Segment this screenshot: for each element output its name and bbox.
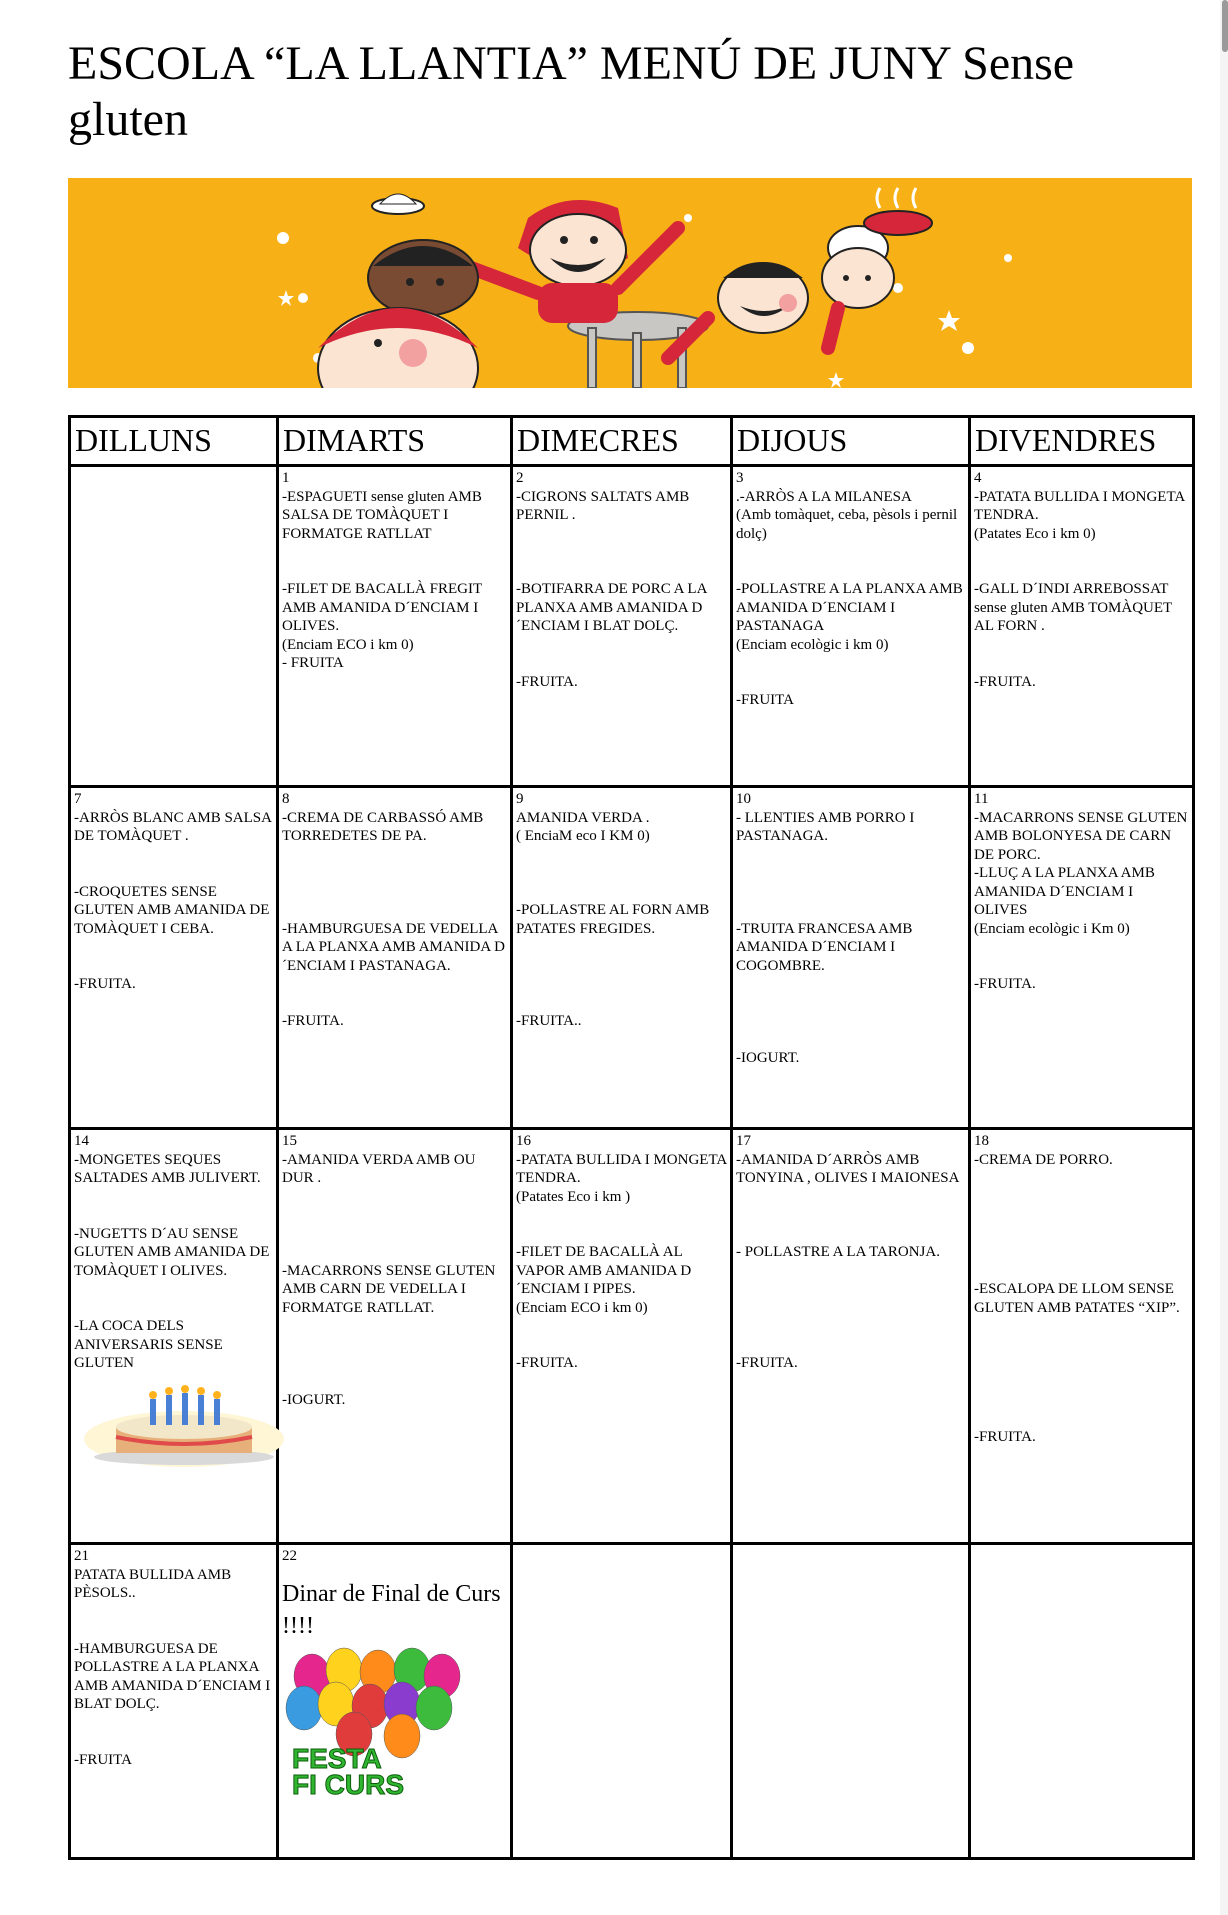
menu-dish: (Patates Eco i km 0) (974, 525, 1096, 542)
weekday-header: DIVENDRES (970, 417, 1194, 466)
line-gap (516, 864, 727, 883)
day-number: 4 (974, 470, 982, 486)
weekday-header: DIMECRES (512, 417, 732, 466)
menu-dish: -IOGURT. (736, 1050, 800, 1066)
line-gap (74, 938, 273, 957)
menu-dish: -ESPAGUETI sense gluten AMB SALSA DE TOMÀQUET I FORMATGE RATLLAT (282, 488, 482, 542)
day-number: 9 (516, 791, 524, 807)
menu-dish: -FILET DE BACALLÀ FREGIT AMB AMANIDA D´ENCIAM I OLIVES. (282, 581, 482, 634)
menu-dish: (Amb tomàquet, ceba, pèsols i pernil dolç) (736, 507, 958, 542)
line-gap (282, 901, 507, 920)
line-gap (736, 1225, 965, 1244)
day-number: 8 (282, 791, 290, 807)
menu-dish: -HAMBURGUESA DE VEDELLA A LA PLANXA AMB AMANIDA D´ENCIAM I PASTANAGA. (282, 920, 505, 974)
day-cell (732, 1544, 970, 1859)
line-gap (736, 1317, 965, 1336)
menu-dish: -POLLASTRE A LA PLANXA AMB AMANIDA D´ENCIAM I PASTANAGA (736, 581, 963, 634)
menu-dish: ( EnciaM eco I KM 0) (516, 828, 650, 844)
day-cell (278, 787, 512, 1129)
day-number: 16 (516, 1133, 531, 1149)
menu-dish: (Enciam ecològic i km 0) (736, 636, 889, 653)
line-gap (974, 1169, 1189, 1188)
line-gap (516, 1336, 727, 1355)
line-gap (736, 654, 965, 673)
menu-dish: -FRUITA (74, 1751, 132, 1768)
day-cell (70, 466, 278, 787)
line-gap (736, 1262, 965, 1281)
menu-dish: -FRUITA (736, 692, 794, 708)
line-gap (974, 562, 1189, 581)
line-gap (974, 543, 1189, 562)
line-gap (736, 1188, 965, 1207)
menu-dish: -FRUITA. (516, 1355, 578, 1371)
line-gap (516, 1317, 727, 1336)
page-title: ESCOLA “LA LLANTIA” MENÚ DE JUNY Sense gluten (68, 37, 1075, 146)
line-gap (736, 846, 965, 865)
line-gap (516, 525, 727, 544)
line-gap (974, 1262, 1189, 1281)
line-gap (74, 846, 273, 865)
day-number: 21 (74, 1548, 89, 1564)
day-cell (70, 787, 278, 1129)
day-cell (278, 1544, 512, 1859)
balloons-image (282, 1646, 507, 1802)
day-cell (278, 466, 512, 787)
menu-dish: -PATATA BULLIDA I MONGETA TENDRA. (516, 1151, 727, 1186)
day-cell (970, 1129, 1194, 1544)
menu-dish: -MACARRONS SENSE GLUTEN AMB BOLONYESA DE CARN DE PORC. (974, 809, 1188, 863)
day-cell (70, 1129, 278, 1544)
line-gap (74, 1603, 273, 1622)
menu-dish: -FRUITA.. (516, 1013, 582, 1029)
line-gap (516, 957, 727, 976)
line-gap (974, 1243, 1189, 1262)
menu-dish: -IOGURT. (282, 1392, 346, 1408)
day-number: 1 (282, 470, 290, 486)
line-gap (736, 1012, 965, 1031)
line-gap (736, 1336, 965, 1355)
line-gap (736, 673, 965, 692)
line-gap (74, 1621, 273, 1640)
line-gap (974, 1225, 1189, 1244)
scrollbar-track[interactable] (1220, 0, 1228, 1915)
line-gap (74, 864, 273, 883)
banner-illustration (68, 178, 1192, 388)
line-gap (974, 938, 1189, 957)
line-gap (516, 938, 727, 957)
line-gap (74, 1206, 273, 1225)
week-row (70, 787, 1194, 1129)
line-gap (516, 562, 727, 581)
menu-dish: -AMANIDA D´ARRÒS AMB TONYINA , OLIVES I MAIONESA (736, 1151, 960, 1186)
line-gap (974, 1206, 1189, 1225)
day-cell (970, 1544, 1194, 1859)
line-gap (282, 994, 507, 1013)
menu-dish: - LLENTIES AMB PORRO I PASTANAGA. (736, 809, 915, 844)
line-gap (516, 994, 727, 1013)
menu-dish: -FILET DE BACALLÀ AL VAPOR AMB AMANIDA D ´ENCIAM I PIPES. (516, 1244, 692, 1297)
menu-dish: (Enciam ECO i km 0) (282, 636, 414, 653)
day-cell (732, 466, 970, 787)
day-cell (512, 1544, 732, 1859)
menu-dish: (Patates Eco i km ) (516, 1188, 631, 1205)
line-gap (974, 957, 1189, 976)
line-gap (736, 1031, 965, 1050)
menu-dish: -FRUITA. (516, 673, 578, 690)
day-cell (732, 787, 970, 1129)
line-gap (974, 654, 1189, 673)
line-gap (74, 1714, 273, 1733)
line-gap (736, 1280, 965, 1299)
day-number: 11 (974, 791, 989, 807)
day-number: 14 (74, 1133, 89, 1149)
party-announcement: Dinar de Final de Curs !!!! (282, 1580, 501, 1639)
line-gap (516, 975, 727, 994)
menu-dish: -ESCALOPA DE LLOM SENSE GLUTEN AMB PATATES “XIP”. (974, 1281, 1180, 1316)
menu-dish: AMANIDA VERDA . (516, 809, 650, 826)
line-gap (74, 1280, 273, 1299)
day-number: 3 (736, 470, 744, 486)
line-gap (282, 883, 507, 902)
menu-dish: -FRUITA. (74, 976, 136, 992)
day-number: 2 (516, 470, 524, 486)
menu-dish: .-ARRÒS A LA MILANESA (736, 488, 912, 505)
line-gap (282, 1317, 507, 1336)
menu-dish: -ARRÒS BLANC AMB SALSA DE TOMÀQUET . (74, 809, 272, 844)
line-gap (974, 1188, 1189, 1207)
line-gap (282, 543, 507, 562)
menu-table (68, 415, 1195, 1860)
menu-dish: -PATATA BULLIDA I MONGETA TENDRA. (974, 488, 1185, 523)
day-cell (732, 1129, 970, 1544)
scrollbar-thumb[interactable] (1222, 0, 1228, 52)
line-gap (282, 1373, 507, 1392)
menu-dish: -TRUITA FRANCESA AMB AMANIDA D´ENCIAM I COGOMBRE. (736, 920, 913, 974)
day-number: 7 (74, 791, 82, 807)
line-gap (736, 883, 965, 902)
line-gap (736, 994, 965, 1013)
line-gap (736, 864, 965, 883)
weekday-header: DIMARTS (278, 417, 512, 466)
line-gap (974, 1410, 1189, 1429)
birthday-cake-image (74, 1379, 273, 1475)
menu-dish: -MONGETES SEQUES SALTADES AMB JULIVERT. (74, 1151, 261, 1186)
menu-dish: -MACARRONS SENSE GLUTEN AMB CARN DE VEDELLA I FORMATGE RATLLAT. (282, 1262, 496, 1316)
menu-dish: -HAMBURGUESA DE POLLASTRE A LA PLANXA AMB AMANIDA D´ENCIAM I BLAT DOLÇ. (74, 1640, 271, 1712)
menu-dish: -POLLASTRE AL FORN AMB PATATES FREGIDES. (516, 902, 710, 937)
menu-dish: -GALL D´INDI ARREBOSSAT sense gluten AMB TOMÀQUET AL FORN . (974, 581, 1172, 634)
line-gap (974, 1354, 1189, 1373)
line-gap (516, 636, 727, 655)
line-gap (74, 1299, 273, 1318)
menu-dish: -FRUITA. (974, 1429, 1036, 1445)
line-gap (736, 1299, 965, 1318)
line-gap (736, 975, 965, 994)
line-gap (282, 562, 507, 581)
menu-dish: -LLUÇ A LA PLANXA AMB AMANIDA D´ENCIAM I OLIVES (974, 865, 1155, 918)
line-gap (74, 957, 273, 976)
line-gap (282, 846, 507, 865)
menu-dish: - FRUITA (282, 655, 344, 671)
day-number: 18 (974, 1133, 989, 1149)
menu-dish: (Enciam ECO i km 0) (516, 1299, 648, 1316)
day-number: 15 (282, 1133, 297, 1149)
line-gap (282, 1188, 507, 1207)
line-gap (736, 543, 965, 562)
week-row (70, 1129, 1194, 1544)
menu-dish: (Enciam ecològic i Km 0) (974, 920, 1130, 937)
line-gap (974, 1391, 1189, 1410)
menu-dish: - POLLASTRE A LA TARONJA. (736, 1244, 940, 1260)
line-gap (74, 1732, 273, 1751)
line-gap (736, 901, 965, 920)
line-gap (516, 1225, 727, 1244)
weekday-header: DIJOUS (732, 417, 970, 466)
weekday-header-row (70, 417, 1194, 466)
day-cell (512, 787, 732, 1129)
week-row (70, 466, 1194, 787)
line-gap (282, 1243, 507, 1262)
fi-curs-label: FI CURS (292, 1768, 404, 1796)
festa-label: FESTA (292, 1742, 382, 1774)
day-cell (970, 466, 1194, 787)
weekday-header: DILLUNS (70, 417, 278, 466)
menu-dish: -FRUITA. (974, 976, 1036, 992)
menu-dish: -CIGRONS SALTATS AMB PERNIL . (516, 488, 690, 523)
menu-dish: -CREMA DE CARBASSÓ AMB TORREDETES DE PA. (282, 809, 484, 844)
menu-dish: -FRUITA. (282, 1013, 344, 1029)
menu-dish: -BOTIFARRA DE PORC A LA PLANXA AMB AMANIDA D ´ENCIAM I BLAT DOLÇ. (516, 581, 707, 634)
menu-dish: -AMANIDA VERDA AMB OU DUR . (282, 1151, 476, 1186)
line-gap (282, 1225, 507, 1244)
day-number: 17 (736, 1133, 751, 1149)
line-gap (282, 975, 507, 994)
line-gap (282, 1336, 507, 1355)
line-gap (282, 1354, 507, 1373)
cartoon-kids-illustration (68, 178, 1192, 388)
menu-dish: -CREMA DE PORRO. (974, 1151, 1113, 1168)
line-gap (516, 543, 727, 562)
day-cell (70, 1544, 278, 1859)
day-number: 22 (282, 1548, 297, 1564)
day-cell (512, 1129, 732, 1544)
line-gap (974, 636, 1189, 655)
line-gap (516, 883, 727, 902)
line-gap (516, 1206, 727, 1225)
day-cell (512, 466, 732, 787)
day-cell (970, 787, 1194, 1129)
line-gap (974, 1373, 1189, 1392)
week-row (70, 1544, 1194, 1859)
day-cell (278, 1129, 512, 1544)
line-gap (516, 654, 727, 673)
line-gap (974, 1317, 1189, 1336)
day-number: 10 (736, 791, 751, 807)
menu-dish: -LA COCA DELS ANIVERSARIS SENSE GLUTEN (74, 1318, 223, 1371)
line-gap (282, 1206, 507, 1225)
menu-dish: PATATA BULLIDA AMB PÈSOLS.. (74, 1566, 232, 1601)
line-gap (974, 1336, 1189, 1355)
menu-dish: -FRUITA. (736, 1355, 798, 1371)
line-gap (736, 562, 965, 581)
line-gap (516, 846, 727, 865)
menu-dish: -NUGETTS D´AU SENSE GLUTEN AMB AMANIDA DE TOMÀQUET I OLIVES. (74, 1225, 270, 1279)
line-gap (282, 864, 507, 883)
menu-dish: -CROQUETES SENSE GLUTEN AMB AMANIDA DE TOMÀQUET I CEBA. (74, 883, 270, 937)
line-gap (736, 1206, 965, 1225)
menu-dish: -FRUITA. (974, 673, 1036, 690)
line-gap (74, 1188, 273, 1207)
